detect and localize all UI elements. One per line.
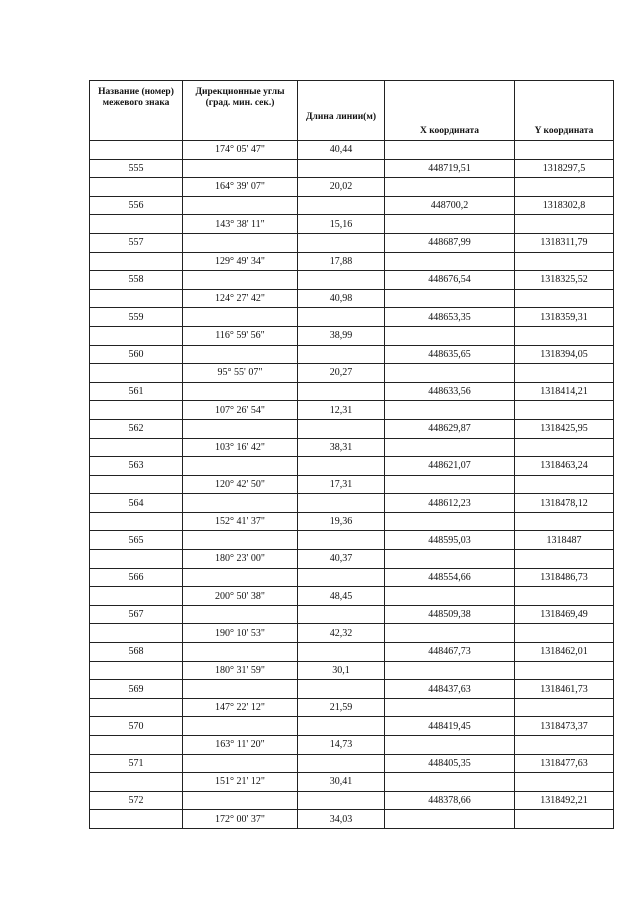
table-row <box>90 643 614 662</box>
table-row <box>90 178 614 197</box>
x-coordinate-cell <box>385 326 515 345</box>
y-coordinate-cell <box>515 364 614 383</box>
direction-angle-cell: 107° 26' 54" <box>183 401 298 420</box>
x-coordinate-cell <box>385 438 515 457</box>
boundary-coordinates-table <box>89 80 614 829</box>
x-coordinate-cell: 448612,23 <box>385 494 515 513</box>
header-direction-angle: Дирекционные углы (град. мин. сек.) <box>183 81 298 141</box>
table-row <box>90 401 614 420</box>
table-body <box>90 141 614 829</box>
x-coordinate-cell <box>385 289 515 308</box>
line-length-cell <box>298 494 385 513</box>
line-length-cell: 38,99 <box>298 326 385 345</box>
table-row <box>90 494 614 513</box>
y-coordinate-cell <box>515 178 614 197</box>
marker-name-cell: 570 <box>90 717 183 736</box>
direction-angle-cell <box>183 457 298 476</box>
table-row <box>90 754 614 773</box>
marker-name-cell: 564 <box>90 494 183 513</box>
y-coordinate-cell <box>515 773 614 792</box>
marker-name-cell <box>90 438 183 457</box>
marker-name-cell: 562 <box>90 419 183 438</box>
table-row <box>90 289 614 308</box>
table-row <box>90 141 614 160</box>
table-row <box>90 457 614 476</box>
y-coordinate-cell: 1318492,21 <box>515 791 614 810</box>
x-coordinate-cell: 448676,54 <box>385 271 515 290</box>
marker-name-cell: 561 <box>90 382 183 401</box>
table-row <box>90 587 614 606</box>
y-coordinate-cell: 1318478,12 <box>515 494 614 513</box>
x-coordinate-cell <box>385 698 515 717</box>
y-coordinate-cell <box>515 401 614 420</box>
x-coordinate-cell <box>385 736 515 755</box>
direction-angle-cell: 143° 38' 11" <box>183 215 298 234</box>
x-coordinate-cell <box>385 215 515 234</box>
x-coordinate-cell: 448653,35 <box>385 308 515 327</box>
x-coordinate-cell: 448509,38 <box>385 605 515 624</box>
x-coordinate-cell: 448378,66 <box>385 791 515 810</box>
x-coordinate-cell <box>385 773 515 792</box>
line-length-cell: 30,1 <box>298 661 385 680</box>
table-row <box>90 271 614 290</box>
y-coordinate-cell <box>515 587 614 606</box>
x-coordinate-cell: 448554,66 <box>385 568 515 587</box>
x-coordinate-cell <box>385 141 515 160</box>
header-line-length: Длина линии(м) <box>298 81 385 141</box>
x-coordinate-cell: 448700,2 <box>385 196 515 215</box>
marker-name-cell: 566 <box>90 568 183 587</box>
x-coordinate-cell: 448635,65 <box>385 345 515 364</box>
direction-angle-cell: 163° 11' 20" <box>183 736 298 755</box>
x-coordinate-cell <box>385 401 515 420</box>
y-coordinate-cell <box>515 661 614 680</box>
table-row <box>90 308 614 327</box>
y-coordinate-cell: 1318297,5 <box>515 159 614 178</box>
line-length-cell <box>298 568 385 587</box>
line-length-cell <box>298 271 385 290</box>
y-coordinate-cell <box>515 326 614 345</box>
line-length-cell: 19,36 <box>298 512 385 531</box>
y-coordinate-cell <box>515 512 614 531</box>
direction-angle-cell <box>183 382 298 401</box>
line-length-cell: 21,59 <box>298 698 385 717</box>
y-coordinate-cell <box>515 141 614 160</box>
x-coordinate-cell: 448633,56 <box>385 382 515 401</box>
y-coordinate-cell <box>515 252 614 271</box>
x-coordinate-cell: 448629,87 <box>385 419 515 438</box>
marker-name-cell <box>90 550 183 569</box>
line-length-cell <box>298 159 385 178</box>
y-coordinate-cell: 1318473,37 <box>515 717 614 736</box>
marker-name-cell: 555 <box>90 159 183 178</box>
y-coordinate-cell: 1318477,63 <box>515 754 614 773</box>
line-length-cell <box>298 382 385 401</box>
y-coordinate-cell: 1318325,52 <box>515 271 614 290</box>
direction-angle-cell <box>183 308 298 327</box>
line-length-cell <box>298 308 385 327</box>
direction-angle-cell: 180° 31' 59" <box>183 661 298 680</box>
x-coordinate-cell: 448419,45 <box>385 717 515 736</box>
x-coordinate-cell <box>385 624 515 643</box>
table-row <box>90 773 614 792</box>
x-coordinate-cell: 448719,51 <box>385 159 515 178</box>
line-length-cell <box>298 233 385 252</box>
line-length-cell: 12,31 <box>298 401 385 420</box>
direction-angle-cell: 120° 42' 50" <box>183 475 298 494</box>
y-coordinate-cell <box>515 289 614 308</box>
table-header-row <box>90 81 614 141</box>
table-row <box>90 159 614 178</box>
x-coordinate-cell <box>385 512 515 531</box>
line-length-cell: 20,02 <box>298 178 385 197</box>
marker-name-cell <box>90 252 183 271</box>
marker-name-cell: 559 <box>90 308 183 327</box>
direction-angle-cell: 147° 22' 12" <box>183 698 298 717</box>
direction-angle-cell <box>183 345 298 364</box>
line-length-cell <box>298 680 385 699</box>
y-coordinate-cell <box>515 215 614 234</box>
line-length-cell: 40,44 <box>298 141 385 160</box>
marker-name-cell <box>90 141 183 160</box>
direction-angle-cell: 103° 16' 42" <box>183 438 298 457</box>
y-coordinate-cell: 1318469,49 <box>515 605 614 624</box>
line-length-cell <box>298 419 385 438</box>
y-coordinate-cell: 1318462,01 <box>515 643 614 662</box>
marker-name-cell: 557 <box>90 233 183 252</box>
marker-name-cell <box>90 289 183 308</box>
marker-name-cell <box>90 512 183 531</box>
line-length-cell: 20,27 <box>298 364 385 383</box>
line-length-cell <box>298 196 385 215</box>
y-coordinate-cell <box>515 438 614 457</box>
table-row <box>90 624 614 643</box>
direction-angle-cell <box>183 717 298 736</box>
table-row <box>90 438 614 457</box>
y-coordinate-cell <box>515 736 614 755</box>
direction-angle-cell: 151° 21' 12" <box>183 773 298 792</box>
line-length-cell: 14,73 <box>298 736 385 755</box>
line-length-cell: 40,37 <box>298 550 385 569</box>
x-coordinate-cell: 448621,07 <box>385 457 515 476</box>
direction-angle-cell <box>183 494 298 513</box>
table-row <box>90 252 614 271</box>
line-length-cell: 40,98 <box>298 289 385 308</box>
x-coordinate-cell: 448687,99 <box>385 233 515 252</box>
marker-name-cell: 567 <box>90 605 183 624</box>
x-coordinate-cell: 448405,35 <box>385 754 515 773</box>
line-length-cell <box>298 457 385 476</box>
direction-angle-cell <box>183 643 298 662</box>
line-length-cell <box>298 717 385 736</box>
direction-angle-cell <box>183 568 298 587</box>
marker-name-cell: 556 <box>90 196 183 215</box>
table-row <box>90 196 614 215</box>
table-row <box>90 736 614 755</box>
marker-name-cell <box>90 810 183 829</box>
direction-angle-cell: 116° 59' 56" <box>183 326 298 345</box>
line-length-cell: 17,31 <box>298 475 385 494</box>
y-coordinate-cell <box>515 810 614 829</box>
y-coordinate-cell: 1318425,95 <box>515 419 614 438</box>
x-coordinate-cell <box>385 178 515 197</box>
marker-name-cell <box>90 773 183 792</box>
direction-angle-cell <box>183 531 298 550</box>
x-coordinate-cell: 448467,73 <box>385 643 515 662</box>
line-length-cell: 42,32 <box>298 624 385 643</box>
y-coordinate-cell: 1318302,8 <box>515 196 614 215</box>
marker-name-cell <box>90 364 183 383</box>
marker-name-cell: 560 <box>90 345 183 364</box>
direction-angle-cell: 152° 41' 37" <box>183 512 298 531</box>
marker-name-cell <box>90 587 183 606</box>
direction-angle-cell <box>183 419 298 438</box>
x-coordinate-cell <box>385 550 515 569</box>
marker-name-cell <box>90 698 183 717</box>
marker-name-cell <box>90 401 183 420</box>
table-row <box>90 810 614 829</box>
line-length-cell: 48,45 <box>298 587 385 606</box>
marker-name-cell: 558 <box>90 271 183 290</box>
marker-name-cell: 565 <box>90 531 183 550</box>
direction-angle-cell <box>183 196 298 215</box>
line-length-cell <box>298 605 385 624</box>
line-length-cell <box>298 531 385 550</box>
line-length-cell: 30,41 <box>298 773 385 792</box>
table-row <box>90 326 614 345</box>
line-length-cell: 15,16 <box>298 215 385 234</box>
direction-angle-cell <box>183 233 298 252</box>
table-row <box>90 550 614 569</box>
table-row <box>90 661 614 680</box>
marker-name-cell <box>90 736 183 755</box>
table-row <box>90 364 614 383</box>
marker-name-cell <box>90 475 183 494</box>
table-row <box>90 698 614 717</box>
line-length-cell: 38,31 <box>298 438 385 457</box>
x-coordinate-cell: 448437,63 <box>385 680 515 699</box>
x-coordinate-cell <box>385 587 515 606</box>
marker-name-cell: 572 <box>90 791 183 810</box>
marker-name-cell <box>90 661 183 680</box>
y-coordinate-cell <box>515 550 614 569</box>
table-row <box>90 233 614 252</box>
direction-angle-cell <box>183 159 298 178</box>
table-row <box>90 568 614 587</box>
direction-angle-cell <box>183 605 298 624</box>
marker-name-cell <box>90 326 183 345</box>
table-row <box>90 215 614 234</box>
x-coordinate-cell: 448595,03 <box>385 531 515 550</box>
y-coordinate-cell <box>515 698 614 717</box>
marker-name-cell: 569 <box>90 680 183 699</box>
x-coordinate-cell <box>385 475 515 494</box>
table-row <box>90 717 614 736</box>
y-coordinate-cell: 1318311,79 <box>515 233 614 252</box>
direction-angle-cell <box>183 680 298 699</box>
direction-angle-cell: 174° 05' 47" <box>183 141 298 160</box>
marker-name-cell <box>90 178 183 197</box>
direction-angle-cell: 180° 23' 00" <box>183 550 298 569</box>
table-row <box>90 605 614 624</box>
line-length-cell <box>298 754 385 773</box>
direction-angle-cell: 95° 55' 07" <box>183 364 298 383</box>
direction-angle-cell <box>183 271 298 290</box>
table-row <box>90 475 614 494</box>
x-coordinate-cell <box>385 364 515 383</box>
direction-angle-cell: 200° 50' 38" <box>183 587 298 606</box>
line-length-cell <box>298 643 385 662</box>
marker-name-cell: 568 <box>90 643 183 662</box>
direction-angle-cell: 129° 49' 34" <box>183 252 298 271</box>
y-coordinate-cell: 1318463,24 <box>515 457 614 476</box>
header-y-coordinate: Y координата <box>515 81 614 141</box>
y-coordinate-cell: 1318359,31 <box>515 308 614 327</box>
y-coordinate-cell: 1318394,05 <box>515 345 614 364</box>
direction-angle-cell <box>183 791 298 810</box>
y-coordinate-cell: 1318461,73 <box>515 680 614 699</box>
line-length-cell: 17,88 <box>298 252 385 271</box>
y-coordinate-cell <box>515 624 614 643</box>
marker-name-cell: 571 <box>90 754 183 773</box>
table-row <box>90 791 614 810</box>
marker-name-cell <box>90 215 183 234</box>
y-coordinate-cell: 1318486,73 <box>515 568 614 587</box>
table-row <box>90 531 614 550</box>
y-coordinate-cell: 1318487 <box>515 531 614 550</box>
table-row <box>90 345 614 364</box>
direction-angle-cell: 164° 39' 07" <box>183 178 298 197</box>
table-row <box>90 382 614 401</box>
line-length-cell <box>298 791 385 810</box>
y-coordinate-cell: 1318414,21 <box>515 382 614 401</box>
x-coordinate-cell <box>385 252 515 271</box>
marker-name-cell <box>90 624 183 643</box>
y-coordinate-cell <box>515 475 614 494</box>
direction-angle-cell: 172° 00' 37" <box>183 810 298 829</box>
marker-name-cell: 563 <box>90 457 183 476</box>
line-length-cell: 34,03 <box>298 810 385 829</box>
header-marker-name: Название (номер) межевого знака <box>90 81 183 141</box>
direction-angle-cell: 190° 10' 53" <box>183 624 298 643</box>
x-coordinate-cell <box>385 810 515 829</box>
table-row <box>90 680 614 699</box>
direction-angle-cell: 124° 27' 42" <box>183 289 298 308</box>
direction-angle-cell <box>183 754 298 773</box>
x-coordinate-cell <box>385 661 515 680</box>
table-row <box>90 512 614 531</box>
line-length-cell <box>298 345 385 364</box>
header-x-coordinate: X координата <box>385 81 515 141</box>
table-row <box>90 419 614 438</box>
